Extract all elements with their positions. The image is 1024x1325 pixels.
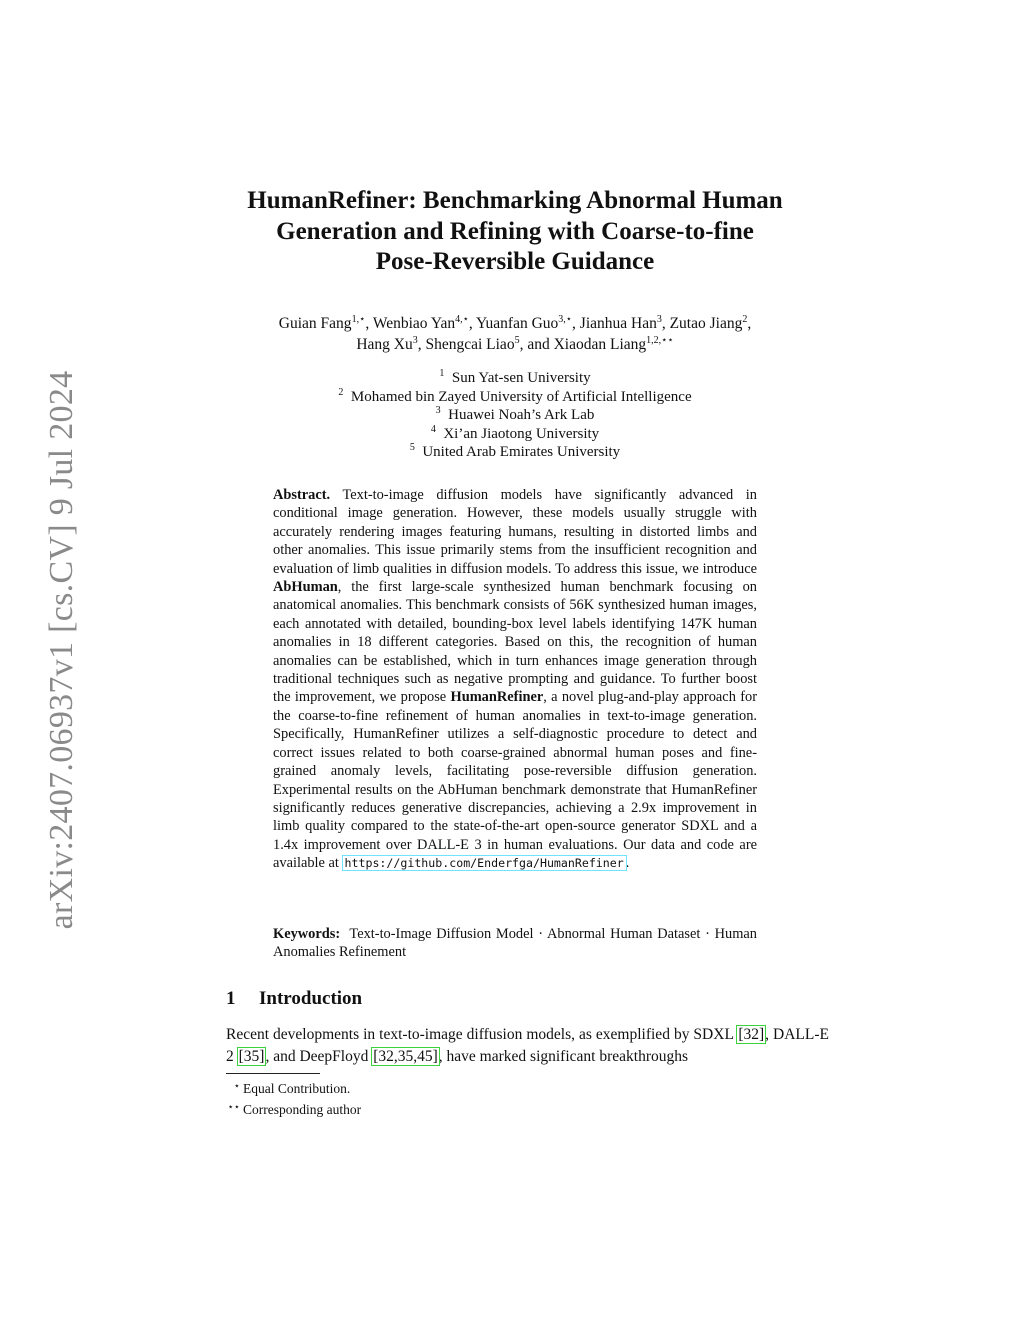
affiliation-number: 2 <box>338 386 344 398</box>
introduction-paragraph <box>226 1024 829 1068</box>
author-affil-marker: 3,⋆ <box>558 314 573 325</box>
author-separator: , <box>417 336 426 353</box>
keywords <box>273 925 757 962</box>
author-name: Guian Fang <box>278 315 352 332</box>
author-affil-marker: 1,⋆ <box>351 314 366 325</box>
author-separator: , <box>468 315 477 332</box>
title-line: HumanRefiner: Benchmarking Abnormal Human <box>247 187 783 214</box>
body-text: , and DeepFloyd <box>265 1048 373 1065</box>
author-line <box>200 313 830 334</box>
author-separator: , <box>661 315 670 332</box>
affiliation-number: 1 <box>439 368 445 379</box>
keywords-text: Text-to-Image Diffusion Model · Abnormal Human Dataset · Human Anomalies Refinement <box>273 926 758 961</box>
affiliation-name: United Arab Emirates University <box>422 444 621 460</box>
author-list <box>200 313 830 355</box>
footnote-divider <box>226 1073 320 1074</box>
footnote <box>226 1098 361 1119</box>
affiliation-name: Xi’an Jiaotong University <box>443 425 600 442</box>
affiliation-number: 4 <box>430 423 436 435</box>
abstract-text: Text-to-image diffusion models have significantly advanced in conditional image generation. However, these models usually struggle with accurately rendering images featuring humans, resulting in distorted limbs and other anomalies. This issue primarily stems from the insufficient recognition and evaluation of limb qualities in diffusion models. To address this issue, we introduce <box>273 487 757 577</box>
footnotes <box>226 1077 361 1119</box>
section-number: 1 <box>226 988 236 1009</box>
footnote-text: Equal Contribution. <box>243 1081 351 1096</box>
affiliation-number: 5 <box>409 442 415 453</box>
affiliation <box>200 443 830 462</box>
abstract-highlight: AbHuman <box>273 579 338 596</box>
footnote-marker: ⋆⋆ <box>227 1102 240 1113</box>
body-text: Recent developments in text-to-image diffusion models, as exemplified by SDXL <box>226 1026 738 1043</box>
author-separator: , <box>747 315 752 332</box>
author-name: Xiaodan Liang <box>553 336 647 353</box>
affiliation <box>200 369 830 388</box>
author-name: Wenbiao Yan <box>372 315 456 332</box>
abstract <box>273 486 757 873</box>
body-text: , have marked significant breakthroughs <box>438 1048 689 1065</box>
title-line: Pose-Reversible Guidance <box>375 248 655 275</box>
author-affil-marker: 2 <box>742 314 748 325</box>
abstract-highlight: HumanRefiner <box>450 689 544 706</box>
body-text: , DALL-E 2 <box>226 1026 829 1065</box>
abstract-text: , a novel plug-and-play approach for the coarse-to-fine refinement of human anomalies in text-to-image generation. Specifically, HumanRefiner utilizes a self-diagnostic procedure to detect and correct issues related to both coarse-grained abnormal human poses and fine-grained anomaly levels, facilitating pose-reversible diffusion generation. Experimental results on the AbHuman benchmark demonstrate that HumanRefiner significantly reduces generative discrepancies, achieving a 2.9x improvement in limb quality compared to the state-of-the-art open-source generator SDXL and a 1.4x improvement over DALL-E 3 in human evaluations. Our data and code are available at <box>273 689 757 872</box>
author-affil-marker: 3 <box>412 335 418 346</box>
author-affil-marker: 5 <box>514 335 520 346</box>
author-separator: , and <box>519 336 554 353</box>
affiliation <box>200 388 830 407</box>
abstract-end: . <box>625 855 630 872</box>
affiliation-list <box>200 369 830 462</box>
title-line: Generation and Refining with Coarse-to-fine <box>276 217 754 245</box>
author-name: Yuanfan Guo <box>476 315 559 332</box>
footnote-marker: ⋆ <box>233 1081 240 1092</box>
author-name: Jianhua Han <box>579 315 657 332</box>
citation-link[interactable]: [32,35,45] <box>373 1048 438 1065</box>
author-name: Shengcai Liao <box>425 336 515 353</box>
author-separator: , <box>365 315 373 332</box>
keywords-label: Keywords: <box>273 926 341 942</box>
citation-link[interactable]: [32] <box>738 1026 765 1043</box>
affiliation-number: 3 <box>435 405 441 416</box>
author-line <box>200 334 830 355</box>
author-affil-marker: 4,⋆ <box>455 314 469 325</box>
citation-link[interactable]: [35] <box>238 1048 265 1065</box>
author-affil-marker: 3 <box>656 314 662 325</box>
abstract-text: , the first large-scale synthesized human benchmark focusing on anatomical anomalies. This benchmark consists of 56K synthesized human images, each annotated with detailed, bounding-box level labels identifying 147K human anomalies in 18 different categories. Based on this, the recognition of human anomalies can be established, which in turn enhances image generation through traditional techniques such as negative prompting and guidance. To further boost the improvement, we propose <box>273 579 757 706</box>
affiliation-name: Huawei Noah’s Ark Lab <box>448 407 595 423</box>
author-name: Hang Xu <box>356 336 413 353</box>
author-affil-marker: 1,2,⋆⋆ <box>646 335 674 346</box>
author-separator: , <box>572 315 580 332</box>
section-title: Introduction <box>259 988 363 1009</box>
abstract-label: Abstract. <box>273 487 331 503</box>
section-heading <box>226 988 362 1010</box>
footnote-text: Corresponding author <box>243 1102 362 1117</box>
affiliation <box>200 425 830 444</box>
affiliation-name: Mohamed bin Zayed University of Artificial Intelligence <box>350 388 692 405</box>
code-repository-link[interactable]: https://github.com/Enderfga/HumanRefiner <box>344 856 624 871</box>
affiliation <box>200 406 830 425</box>
arxiv-identifier: arXiv:2407.06937v1 [cs.CV] 9 Jul 2024 <box>43 370 80 930</box>
footnote <box>226 1077 361 1098</box>
paper-title <box>200 186 830 278</box>
author-name: Zutao Jiang <box>669 315 743 332</box>
affiliation-name: Sun Yat-sen University <box>451 370 591 386</box>
